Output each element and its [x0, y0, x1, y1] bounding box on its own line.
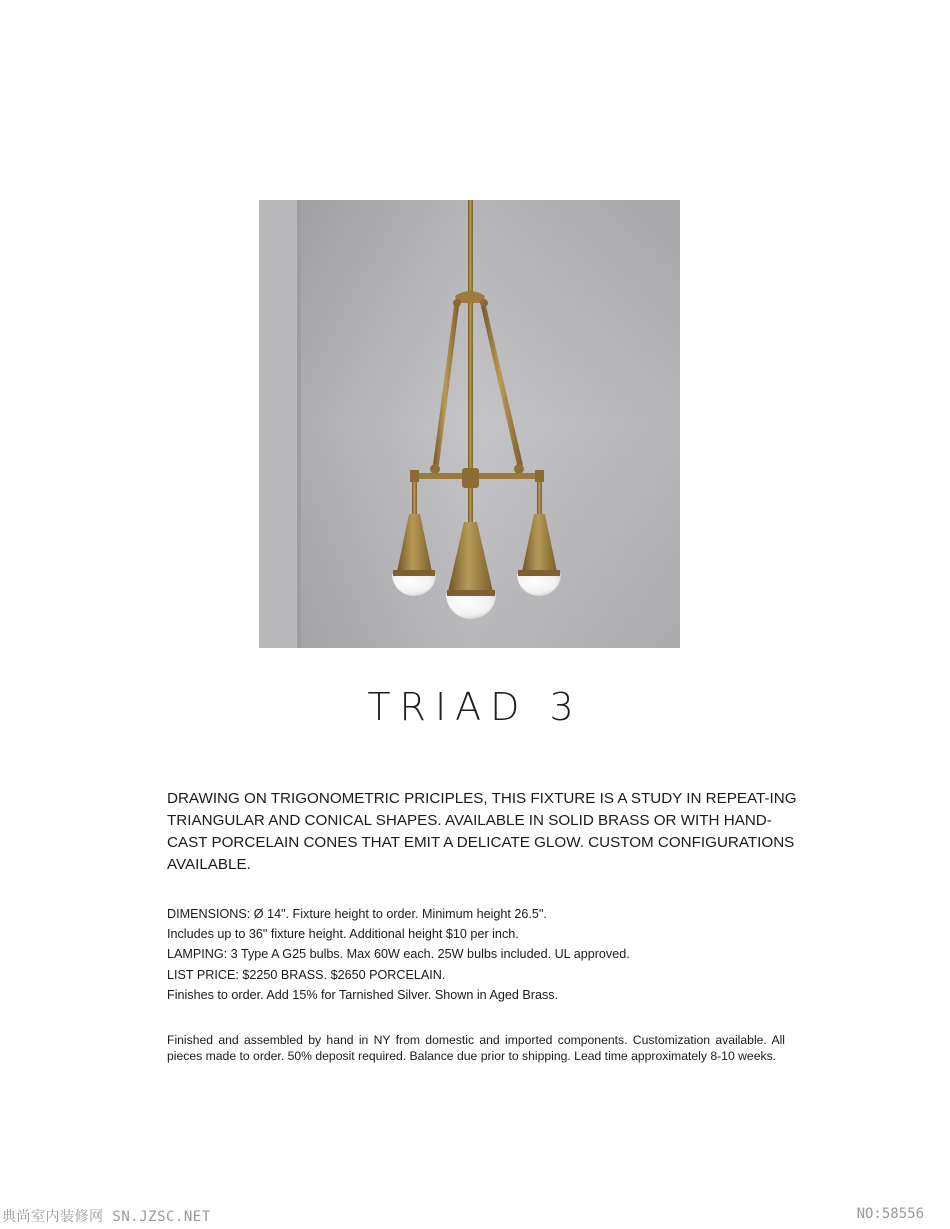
product-photo — [259, 200, 680, 648]
watermark-site: 典尚室内装修网 SN.JZSC.NET — [2, 1209, 211, 1225]
description-text: DRAWING ON TRIGONOMETRIC PRICIPLES, THIS FIXTURE IS A STUDY IN REPEAT-ING TRIANGULAR AND CONICAL SHAPES. AVAILABLE IN SOLID BRASS OR WITH HAND-CAST PORCELAIN CONES THAT EMIT A DELICATE GLOW. CUSTOM CONFIGURATIONS AVAILABLE. — [167, 790, 797, 873]
product-description — [167, 788, 797, 876]
spec-list-price: LIST PRICE: $2250 BRASS. $2650 PORCELAIN. — [167, 967, 446, 982]
ordering-notes: Finished and assembled by hand in NY from domestic and imported components. Customization available. All pieces made to order. 50% deposit required. Balance due prior to shipping. Lead time approximately 8-10 weeks. — [167, 1033, 785, 1063]
wall-edge — [259, 200, 299, 648]
spec-lamping: LAMPING: 3 Type A G25 bulbs. Max 60W each. 25W bulbs included. UL approved. — [167, 947, 630, 962]
spec-dimensions: DIMENSIONS: Ø 14". Fixture height to order. Minimum height 26.5". — [167, 907, 547, 921]
spec-height: Includes up to 36" fixture height. Additional height $10 per inch. — [167, 927, 519, 942]
product-title: TRIAD 3 — [367, 685, 583, 729]
rod — [468, 200, 473, 297]
spec-finishes: Finishes to order. Add 15% for Tarnished Silver. Shown in Aged Brass. — [167, 987, 559, 1002]
watermark-number: NO:58556 — [856, 1206, 924, 1222]
spec-list — [167, 904, 797, 1005]
